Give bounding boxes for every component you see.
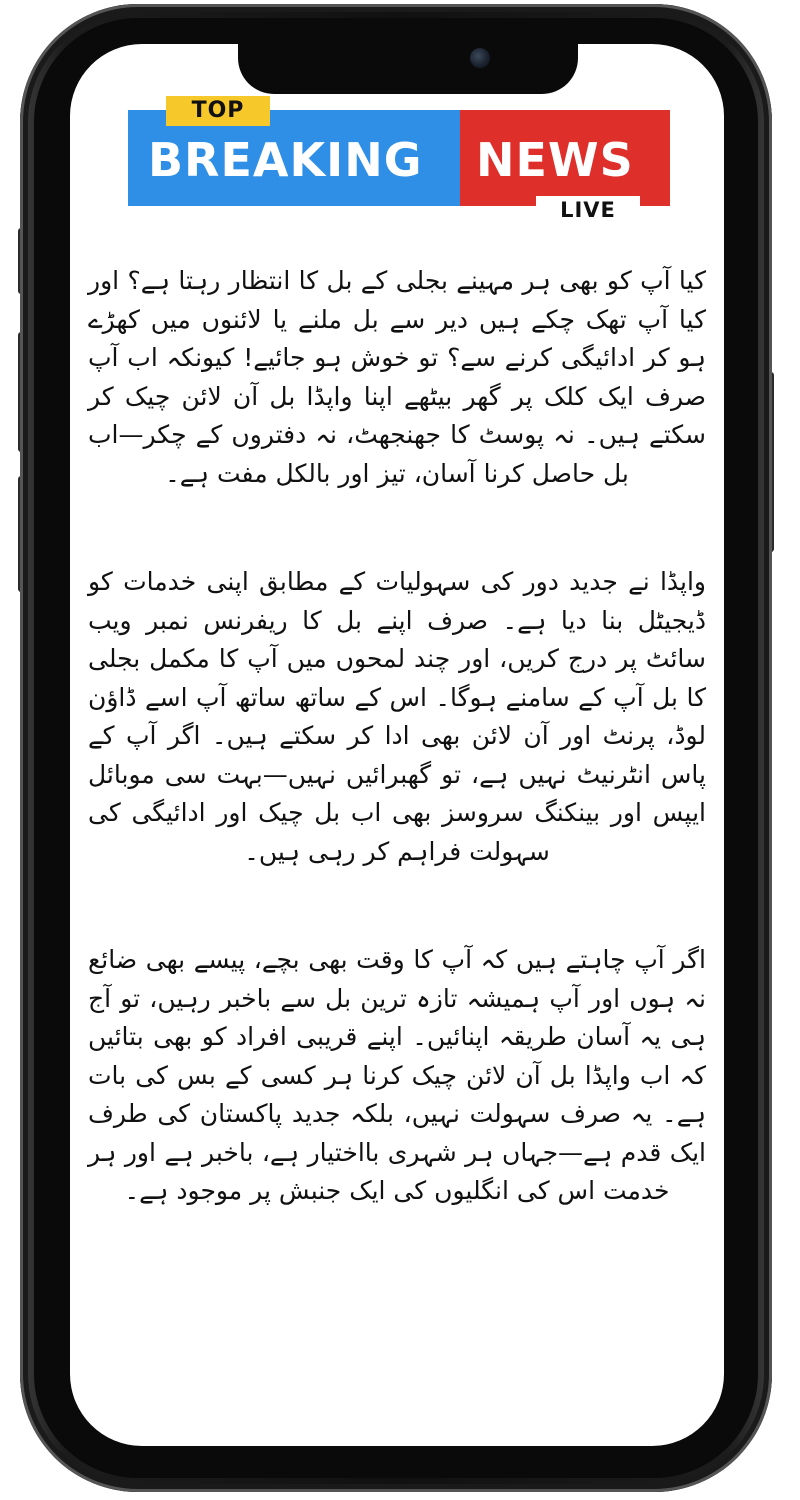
- article-body: [88, 262, 706, 1281]
- article-paragraph: کیا آپ کو بھی ہر مہینے بجلی کے بل کا انتظار رہتا ہے؟ اور کیا آپ تھک چکے ہیں دیر سے بل ملنے یا لائنوں میں کھڑے ہو کر ادائیگی کرنے سے؟ تو خوش ہو جائیے! کیونکہ اب آپ صرف ایک کلک پر گھر بیٹھے اپنا واپڈا بل آن لائن چیک کر سکتے ہیں۔ نہ پوسٹ کا جھنجھٹ، نہ دفتروں کے چکر—اب بل حاصل کرنا آسان، تیز اور بالکل مفت ہے۔: [88, 266, 706, 488]
- breaking-news-banner: [128, 96, 670, 222]
- banner-news-text: NEWS: [476, 133, 634, 187]
- banner-top-tag: TOP: [166, 96, 270, 126]
- article-paragraph: اگر آپ چاہتے ہیں کہ آپ کا وقت بھی بچے، پیسے بھی ضائع نہ ہوں اور آپ ہمیشہ تازہ ترین بل سے باخبر رہیں، تو آج ہی یہ آسان طریقہ اپنائیں۔ اپنے قریبی افراد کو بھی بتائیں کہ اب واپڈا بل آن لائن چیک کرنا ہر کسی کے بس کی بات ہے۔ یہ صرف سہولت نہیں، بلکہ جدید پاکستان کی طرف ایک قدم ہے—جہاں ہر شہری بااختیار ہے، باخبر ہے اور ہر خدمت اس کی انگلیوں کی ایک جنبش پر موجود ہے۔: [88, 945, 706, 1205]
- banner-breaking-text: BREAKING: [148, 133, 423, 187]
- phone-notch: [238, 44, 578, 94]
- front-camera-icon: [470, 48, 490, 68]
- banner-live-tag: LIVE: [536, 196, 640, 224]
- article-paragraph: واپڈا نے جدید دور کی سہولیات کے مطابق اپنی خدمات کو ڈیجیٹل بنا دیا ہے۔ صرف اپنے بل کا ریفرنس نمبر ویب سائٹ پر درج کریں، اور چند لمحوں میں آپ کا مکمل بجلی کا بل آپ کے سامنے ہوگا۔ اس کے ساتھ ساتھ آپ اسے ڈاؤن لوڈ، پرنٹ اور آن لائن بھی ادا کر سکتے ہیں۔ اگر آپ کے پاس انٹرنیٹ نہیں ہے، تو گھبرائیں نہیں—بہت سی موبائل ایپس اور بینکنگ سروسز بھی اب بل چیک اور ادائیگی کی سہولت فراہم کر رہی ہیں۔: [88, 567, 706, 866]
